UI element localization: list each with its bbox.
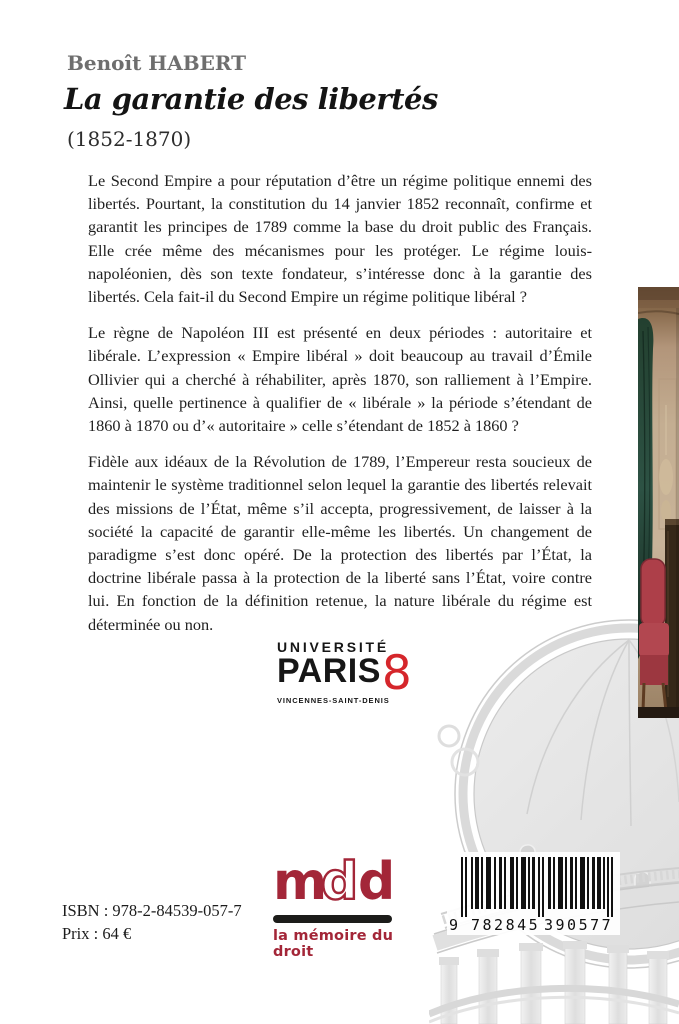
mdd-publisher-logo xyxy=(273,849,399,960)
blurb-paragraph-1: Le Second Empire a pour réputation d’être un régime politique ennemi des libertés. Pourtant, la constitution du 14 janvier 1852 reconnaît, confirme et garantit les principes de 1789 comme la base du droit public des Français. Elle crée même des mécanismes pour les protéger. Le régime louis-napoléonien, dès son texte fondateur, s’intéresse donc à la garantie des libertés. Cela fait-il du Second Empire un régime politique libéral ? xyxy=(88,171,592,307)
author-name: Benoît HABERT xyxy=(67,51,247,75)
isbn-label: ISBN : 978-2-84539-057-7 xyxy=(62,901,242,920)
mdd-letter-m: m xyxy=(273,852,328,907)
price-label: Prix : 64 € xyxy=(62,923,132,943)
mdd-letter-d-outline: d xyxy=(321,852,359,907)
barcode-lead-digit: 9 xyxy=(449,916,459,934)
ean13-barcode xyxy=(447,852,620,935)
mdd-tagline: la mémoire du droit xyxy=(273,928,394,960)
universite-label: UNIVERSITÉ xyxy=(277,639,390,655)
cover-flap-painting xyxy=(638,287,679,718)
paris8-red-eight: 8 xyxy=(381,646,412,701)
paris-label: PARIS xyxy=(277,652,381,690)
blurb-paragraph-3: Fidèle aux idéaux de la Révolution de 1789, l’Empereur resta soucieux de maintenir le système traditionnel selon lequel la garantie des libertés relevait des missions de l’État, même s’il accepta, progressivement, de laisser à la société la capacité de garantir elle-même les libertés. Un changement de paradigme s’est donc opéré. De la protection des libertés par l’État, la doctrine libérale passa à la protection de la liberté sans l’État, voire contre lui. En fonction de la définition retenue, la nature libérale du régime est déterminée ou non. xyxy=(88,452,592,634)
mdd-black-bar xyxy=(273,915,392,923)
mdd-letter-d: d xyxy=(358,852,396,907)
book-title: La garantie des libertés xyxy=(64,82,438,116)
universite-paris8-logo xyxy=(277,639,427,705)
blurb-paragraph-2: Le règne de Napoléon III est présenté en deux périodes : autoritaire et libérale. L’expression « Empire libéral » doit beaucoup au travail d’Émile Ollivier qui a cherché à réhabiliter, après 1870, son ralliement à l’Empire. Ainsi, quelle pertinence à qualifier de « libérale » la période s’étendant de 1860 à 1870 ou d’« autoritaire » celle s’étendant de 1852 à 1860 ? xyxy=(88,323,592,436)
vincennes-saint-denis-label: VINCENNES-SAINT-DENIS xyxy=(277,696,390,705)
isbn-price-block xyxy=(62,900,242,945)
barcode-group2: 390577 xyxy=(544,916,614,934)
back-cover-blurb xyxy=(88,169,592,649)
book-subtitle-dates: (1852-1870) xyxy=(67,127,192,151)
barcode-group1: 782845 xyxy=(471,916,541,934)
mdd-wordmark xyxy=(273,849,399,907)
